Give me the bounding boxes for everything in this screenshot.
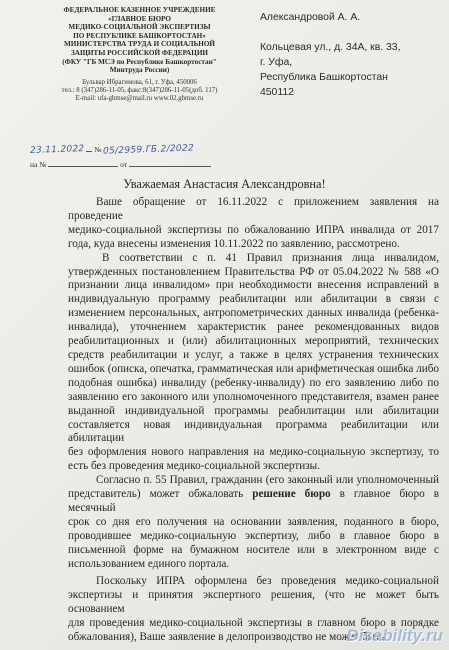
body-line: экспертизы и принятия экспертного решения, (что не может быть основанием <box>68 589 439 616</box>
letterhead-address: Бульвар Ибрагимова, 61, г. Уфа, 450006 <box>82 78 197 86</box>
handwritten-number: 05/2959.ГБ.2/2022 <box>103 143 195 157</box>
letterhead-line: ЗАЩИТЫ РОССИЙСКОЙ ФЕДЕРАЦИИ <box>70 48 209 57</box>
paragraph-3 <box>68 474 439 571</box>
body-line: срок со дня его получения на основании заявления, поданного в бюро, <box>68 515 439 528</box>
letterhead <box>32 6 247 103</box>
paragraph-1 <box>68 196 439 252</box>
letterhead-line: ФЕДЕРАЛЬНОЕ КАЗЕННОЕ УЧРЕЖДЕНИЕ <box>63 6 216 14</box>
body-line: использованием единого портала. <box>68 557 230 570</box>
body-line: выданной индивидуальной программы реабилитации или абилитации <box>68 404 439 417</box>
body-line: ошибок (описка, опечатка, грамматическая или арифметическая ошибка либо <box>68 362 439 375</box>
bold-phrase: решение бюро <box>252 488 331 501</box>
body-line: В соответствии с п. 41 Правил признания лица инвалидом, <box>102 251 439 264</box>
letterhead-line: МЕДИКО-СОЦИАЛЬНОЙ ЭКСПЕРТИЗЫ <box>68 23 211 32</box>
site-watermark: Disability.ru <box>346 626 443 645</box>
recipient-region: Республика Башкортостан <box>260 72 388 83</box>
body-line: без оформления нового направления на медико-социальную экспертизу, то <box>68 446 439 459</box>
letterhead-line: МИНИСТЕРСТВА ТРУДА И СОЦИАЛЬНОЙ <box>63 40 216 49</box>
body-line: письменной форме на бумажном носителе или в электронном виде с <box>68 543 439 556</box>
body-text: представитель) может обжаловать <box>68 488 253 501</box>
body-line: обжалования), Ваше заявление в делопроизводство не может быть <box>68 631 385 644</box>
body-line: есть без проведения медико-социальной экспертизы. <box>68 460 320 473</box>
recipient-block <box>260 10 440 100</box>
body-line: подобная ошибка) инвалиду (ребенку-инвалиду) по его заявлению либо по <box>68 376 439 389</box>
body-line-with-bold <box>68 488 439 516</box>
handwritten-date: 23.11.2022 <box>29 144 85 156</box>
salutation: Уважаемая Анастасия Александровна! <box>123 177 326 191</box>
body-line: Ваше обращение от 16.11.2022 с приложением заявления на проведение <box>68 196 439 222</box>
recipient-city: г. Уфа, <box>260 57 293 68</box>
body-line: инвалида), уточнением характеристик ранее рекомендованных видов <box>68 321 439 334</box>
body-line: проводившее медико-социальную экспертизу, либо в главное бюро в <box>68 529 439 542</box>
body-line: реабилитационных и (или) абилитационных мероприятий, технических <box>68 335 439 348</box>
letterhead-line: Минтруда России) <box>109 66 170 75</box>
body-line: Согласно п. 55 Правил, гражданин (его законный или уполномоченный <box>96 474 439 487</box>
recipient-street: Кольцевая ул., д. 34А, кв. 33, <box>260 42 401 53</box>
ref-label: на № <box>30 160 47 169</box>
paragraph-2 <box>68 252 439 475</box>
ref-from-label: от <box>120 160 128 169</box>
reference-line <box>30 158 211 169</box>
letterhead-line: ПО РЕСПУБЛИКЕ БАШКОРТОСТАН» <box>73 31 206 40</box>
letterhead-phone: тел.: 8 (347)286-11-05, факс:8(347)286-11-05(доб. 117) <box>61 86 218 94</box>
number-label: № <box>94 145 102 154</box>
registration-line <box>30 143 194 155</box>
letter-body <box>68 196 439 645</box>
body-line: изменением персональных, антропометрических данных инвалида (ребенка- <box>68 307 439 320</box>
letterhead-email: E-mail: ufa-gbmse@mail.ru www.02.gbmse.ru <box>75 94 204 102</box>
letterhead-line: (ФКУ "ГБ МСЭ по Республике Башкортостан" <box>62 57 217 66</box>
letterhead-line: «ГЛАВНОЕ БЮРО <box>108 14 171 23</box>
body-line: заявлению его законного или уполномоченного представителя, взамен ранее <box>68 390 439 403</box>
body-line: составляется новая индивидуальная программа реабилитации или абилитации <box>68 418 439 445</box>
body-line: признании лица инвалидом» при необходимости внесения исправлений в <box>68 279 439 292</box>
body-line: для проведения медико-социальной экспертизы в главном бюро в порядке <box>68 617 439 630</box>
body-line: индивидуальную программу реабилитации или абилитации в связи с <box>68 293 439 306</box>
body-line: года, куда внесены изменения 10.11.2022 по заявлению, рассмотрено. <box>68 237 400 250</box>
body-line: медико-социальной экспертизы по обжалованию ИПРА инвалида от 2017 <box>68 223 439 236</box>
body-text: в главное бюро в месячный <box>68 488 439 514</box>
recipient-name: Александровой А. А. <box>260 12 361 23</box>
body-line: Поскольку ИПРА оформлена без проведения медико-социальной <box>96 575 439 588</box>
body-line: утвержденных постановлением Правительства РФ от 05.04.2022 № 588 «О <box>68 265 439 278</box>
body-line: средств реабилитации и услуг, а также в целях устранения технических <box>68 348 439 361</box>
recipient-postcode: 450112 <box>260 87 294 98</box>
